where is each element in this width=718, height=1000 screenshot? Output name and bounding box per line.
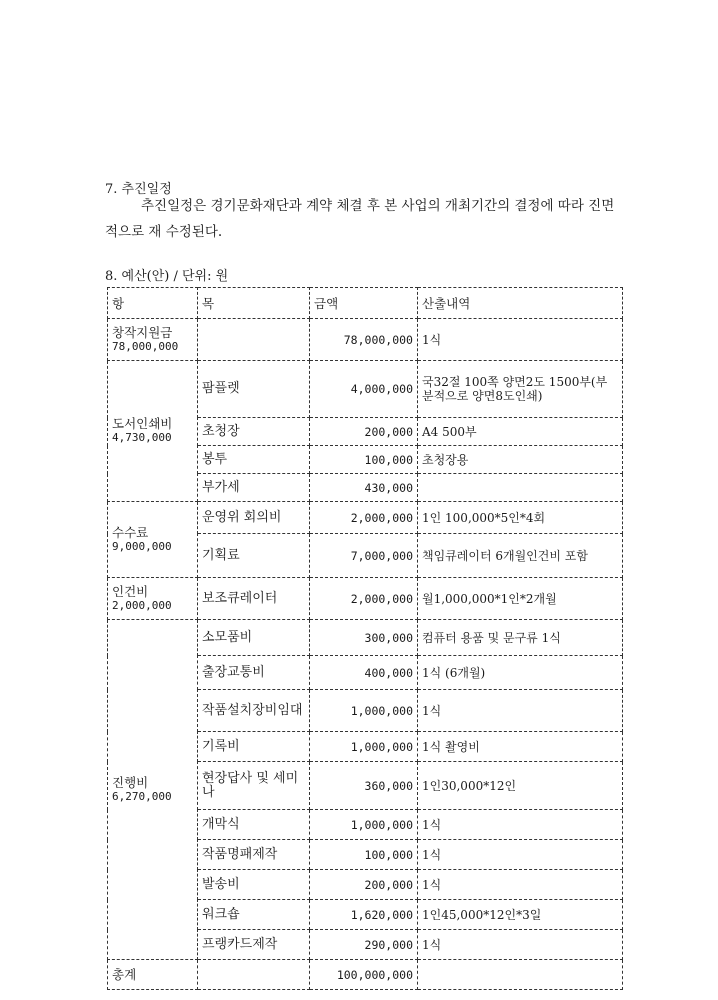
category-sum: 9,000,000 xyxy=(112,539,172,553)
calc-cell: 1식 (6개월) xyxy=(418,656,623,690)
item-cell: 팜플렛 xyxy=(198,361,310,418)
amount-cell: 7,000,000 xyxy=(310,534,418,578)
item-cell xyxy=(198,319,310,361)
amount-cell: 430,000 xyxy=(310,474,418,502)
amount-cell: 360,000 xyxy=(310,762,418,810)
amount-cell: 400,000 xyxy=(310,656,418,690)
calc-cell: 월1,000,000*1인*2개월 xyxy=(418,578,623,620)
category-name: 인건비 xyxy=(112,583,149,599)
category-name: 창작지원금 xyxy=(112,324,173,340)
section-7-title: 7. 추진일정 xyxy=(105,182,172,197)
total-calc-empty xyxy=(418,960,623,990)
category-cell xyxy=(108,502,198,578)
amount-cell: 78,000,000 xyxy=(310,319,418,361)
amount-cell: 100,000 xyxy=(310,840,418,870)
total-item-empty xyxy=(198,960,310,990)
header-amount: 금액 xyxy=(310,288,418,319)
header-calculation: 산출내역 xyxy=(418,288,623,319)
calc-cell: 1식 xyxy=(418,690,623,732)
calc-cell: 1식 xyxy=(418,930,623,960)
header-item: 목 xyxy=(198,288,310,319)
item-cell: 개막식 xyxy=(198,810,310,840)
category-sum: 4,730,000 xyxy=(112,431,172,444)
table-row xyxy=(108,578,623,620)
category-cell xyxy=(108,361,198,502)
calc-cell: 초청장용 xyxy=(418,446,623,474)
item-cell: 작품설치장비임대 xyxy=(198,690,310,732)
item-cell: 소모품비 xyxy=(198,620,310,656)
table-row xyxy=(108,361,623,418)
category-cell xyxy=(108,578,198,620)
category-name: 도서인쇄비 xyxy=(112,416,173,431)
header-category: 항 xyxy=(108,288,198,319)
table-header-row xyxy=(108,288,623,319)
amount-cell: 100,000 xyxy=(310,446,418,474)
item-cell: 부가세 xyxy=(198,474,310,502)
total-row xyxy=(108,960,623,990)
schedule-paragraph xyxy=(105,193,625,245)
schedule-paragraph-text: 추진일정은 경기문화재단과 계약 체결 후 본 사업의 개최기간의 결정에 따라 진면적으로 재 수정된다. xyxy=(105,198,615,240)
total-amount: 100,000,000 xyxy=(310,960,418,990)
amount-cell: 4,000,000 xyxy=(310,361,418,418)
calc-cell: 1식 촬영비 xyxy=(418,732,623,762)
budget-table xyxy=(107,287,623,990)
calc-cell: 1식 xyxy=(418,810,623,840)
amount-cell: 2,000,000 xyxy=(310,502,418,534)
calc-cell: 1식 xyxy=(418,840,623,870)
amount-cell: 1,000,000 xyxy=(310,732,418,762)
amount-cell: 2,000,000 xyxy=(310,578,418,620)
amount-cell: 1,000,000 xyxy=(310,690,418,732)
amount-cell: 290,000 xyxy=(310,930,418,960)
item-cell: 보조큐레이터 xyxy=(198,578,310,620)
category-sum: 6,270,000 xyxy=(112,789,172,803)
item-cell: 봉투 xyxy=(198,446,310,474)
category-sum: 2,000,000 xyxy=(112,598,172,612)
calc-cell: 1식 xyxy=(418,319,623,361)
calc-cell: A4 500부 xyxy=(418,418,623,446)
calc-cell: 1인30,000*12인 xyxy=(418,762,623,810)
amount-cell: 200,000 xyxy=(310,418,418,446)
calc-cell: 컴퓨터 용품 및 문구류 1식 xyxy=(418,620,623,656)
item-cell: 출장교통비 xyxy=(198,656,310,690)
item-cell: 발송비 xyxy=(198,870,310,900)
item-cell: 워크숍 xyxy=(198,900,310,930)
table-row xyxy=(108,502,623,534)
total-label: 총계 xyxy=(108,960,198,990)
item-cell: 기획료 xyxy=(198,534,310,578)
calc-cell: 1식 xyxy=(418,870,623,900)
amount-cell: 1,000,000 xyxy=(310,810,418,840)
category-name: 수수료 xyxy=(112,524,149,540)
category-cell xyxy=(108,620,198,960)
calc-cell: 책임큐레이터 6개월인건비 포함 xyxy=(418,534,623,578)
calc-cell: 국32절 100쪽 양면2도 1500부(부분적으로 양면8도인쇄) xyxy=(418,361,623,418)
item-cell: 현장답사 및 세미나 xyxy=(198,762,310,810)
amount-cell: 1,620,000 xyxy=(310,900,418,930)
table-row xyxy=(108,319,623,361)
calc-cell: 1인45,000*12인*3일 xyxy=(418,900,623,930)
section-8-title: 8. 예산(안) / 단위: 원 xyxy=(105,269,229,284)
amount-cell: 300,000 xyxy=(310,620,418,656)
item-cell: 프랭카드제작 xyxy=(198,930,310,960)
calc-cell: 1인 100,000*5인*4회 xyxy=(418,502,623,534)
item-cell: 기록비 xyxy=(198,732,310,762)
item-cell: 작품명패제작 xyxy=(198,840,310,870)
category-sum: 78,000,000 xyxy=(112,339,179,353)
amount-cell: 200,000 xyxy=(310,870,418,900)
item-cell: 운영위 회의비 xyxy=(198,502,310,534)
calc-cell xyxy=(418,474,623,502)
category-name: 진행비 xyxy=(112,774,149,790)
table-row xyxy=(108,620,623,656)
category-cell xyxy=(108,319,198,361)
item-cell: 초청장 xyxy=(198,418,310,446)
